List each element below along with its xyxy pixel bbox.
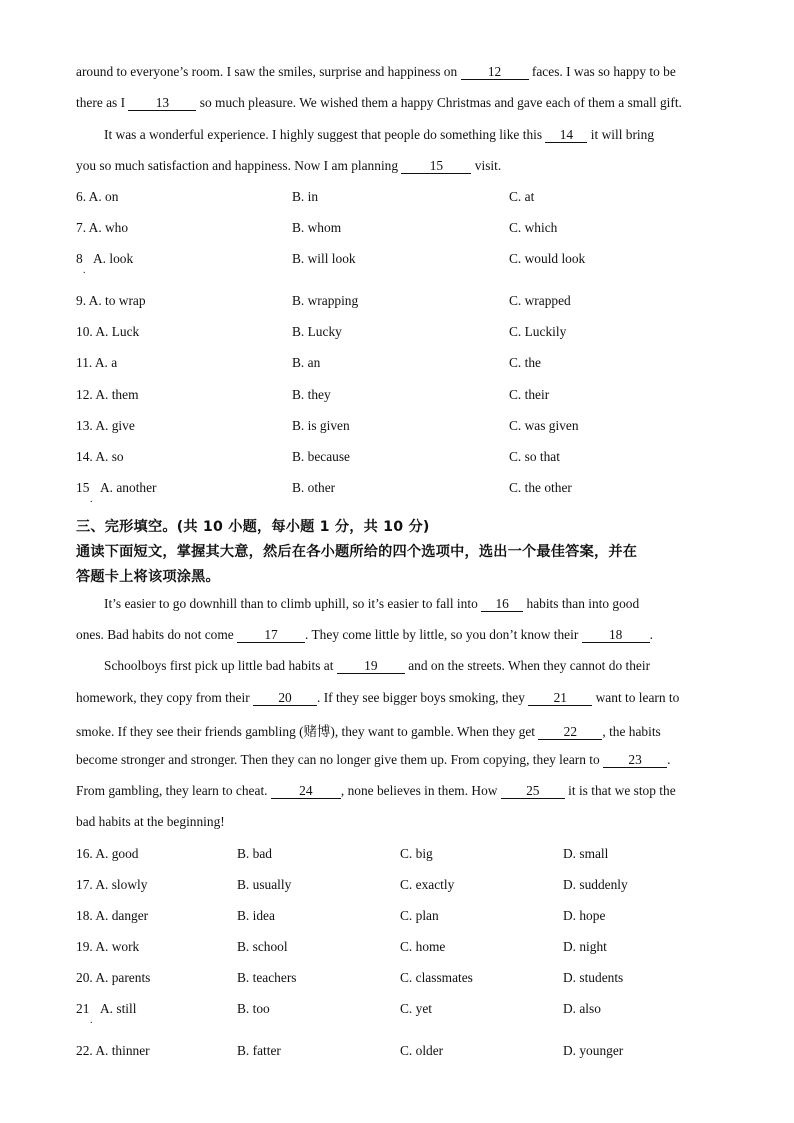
text: It’s easier to go downhill than to climb uphill, so it’s easier to fall into <box>104 596 478 611</box>
q21-option-a: A. still <box>100 1001 137 1016</box>
q6-option-c: C. at <box>509 189 535 204</box>
q19-option-c: C. home <box>400 939 446 954</box>
q21-option-b: B. too <box>237 1001 270 1016</box>
text: it is that we stop the <box>568 783 676 798</box>
q10-option-a: 10. A. Luck <box>76 324 140 339</box>
text: Schoolboys first pick up little bad habits at <box>104 658 334 673</box>
passage2-line-3 <box>104 658 650 674</box>
q11-option-c: C. the <box>509 355 541 370</box>
text: become stronger and stronger. Then they can no longer give them up. From copying, they learn to <box>76 752 600 767</box>
q17-option-c: C. exactly <box>400 877 455 892</box>
q16-option-b: B. bad <box>237 846 272 861</box>
text: . If they see bigger boys smoking, they <box>317 690 525 705</box>
blank-14: 14 <box>545 128 587 143</box>
dot-mark: . <box>90 494 93 505</box>
text: From gambling, they learn to cheat. <box>76 783 268 798</box>
q13-option-a: 13. A. give <box>76 418 135 433</box>
q20-option-d: D. students <box>563 970 624 985</box>
q9-option-c: C. wrapped <box>509 293 571 308</box>
blank-25: 25 <box>501 784 565 799</box>
text: around to everyone’s room. I saw the smiles, surprise and happiness on <box>76 64 458 79</box>
blank-18: 18 <box>582 628 650 643</box>
passage2-line-2 <box>76 627 653 643</box>
passage1-line-3 <box>104 127 654 143</box>
q18-option-b: B. idea <box>237 908 275 923</box>
passage1-line-1 <box>76 64 676 80</box>
q16-option-d: D. small <box>563 846 609 861</box>
passage2-line-8 <box>76 814 225 830</box>
q18-option-c: C. plan <box>400 908 439 923</box>
blank-15: 15 <box>401 159 471 174</box>
q21-option-c: C. yet <box>400 1001 432 1016</box>
blank-24: 24 <box>271 784 341 799</box>
q9-option-a: 9. A. to wrap <box>76 293 146 308</box>
q16-option-a: 16. A. good <box>76 846 139 861</box>
q18-option-a: 18. A. danger <box>76 908 149 923</box>
q22-option-c: C. older <box>400 1043 444 1058</box>
q8-option-c: C. would look <box>509 251 586 266</box>
q8-option-b: B. will look <box>292 251 356 266</box>
q22-option-d: D. younger <box>563 1043 624 1058</box>
passage2-line-6 <box>76 752 670 768</box>
q21-number: 21 <box>76 1001 90 1016</box>
q9-option-b: B. wrapping <box>292 293 359 308</box>
q17-option-d: D. suddenly <box>563 877 628 892</box>
passage1-line-4 <box>76 158 501 174</box>
text: want to learn to <box>595 690 680 705</box>
q15-option-a: A. another <box>100 480 157 495</box>
q10-option-b: B. Lucky <box>292 324 342 339</box>
q19-option-b: B. school <box>237 939 288 954</box>
blank-23: 23 <box>603 753 667 768</box>
q19-option-a: 19. A. work <box>76 939 140 954</box>
q14-option-b: B. because <box>292 449 351 464</box>
text: smoke. If they see their friends gambling (赌博), they want to gamble. When they get <box>76 724 536 739</box>
q22-option-a: 22. A. thinner <box>76 1043 150 1058</box>
q8-option-a: A. look <box>93 251 134 266</box>
q20-option-b: B. teachers <box>237 970 297 985</box>
text: , the habits <box>602 724 661 739</box>
q14-option-c: C. so that <box>509 449 560 464</box>
q17-option-b: B. usually <box>237 877 292 892</box>
q12-option-b: B. they <box>292 387 331 402</box>
text: so much pleasure. We wished them a happy Christmas and gave each of them a small gift. <box>199 95 682 110</box>
text: visit. <box>474 158 502 173</box>
passage2-line-7 <box>76 783 676 799</box>
q20-option-a: 20. A. parents <box>76 970 151 985</box>
text: you so much satisfaction and happiness. Now I am planning <box>76 158 399 173</box>
q10-option-c: C. Luckily <box>509 324 567 339</box>
text: , none believes in them. How <box>340 783 498 798</box>
text: . <box>667 752 671 767</box>
q11-option-b: B. an <box>292 355 321 370</box>
blank-13: 13 <box>128 96 196 111</box>
blank-16: 16 <box>481 597 523 612</box>
q20-option-c: C. classmates <box>400 970 473 985</box>
blank-20: 20 <box>253 691 317 706</box>
q13-option-c: C. was given <box>509 418 579 433</box>
q12-option-c: C. their <box>509 387 550 402</box>
passage1-line-2 <box>76 95 682 111</box>
text: there as I <box>76 95 126 110</box>
passage2-line-1 <box>104 596 639 612</box>
blank-19: 19 <box>337 659 405 674</box>
blank-12: 12 <box>461 65 529 80</box>
text: it will bring <box>590 127 655 142</box>
text: faces. I was so happy to be <box>531 64 676 79</box>
blank-21: 21 <box>528 691 592 706</box>
text: homework, they copy from their <box>76 690 250 705</box>
q21-option-d: D. also <box>563 1001 601 1016</box>
q19-option-d: D. night <box>563 939 607 954</box>
blank-17: 17 <box>237 628 305 643</box>
q18-option-d: D. hope <box>563 908 606 923</box>
q7-option-c: C. which <box>509 220 558 235</box>
text: and on the streets. When they cannot do their <box>408 658 651 673</box>
blank-22: 22 <box>538 725 602 740</box>
section-title: 三、完形填空。(共 10 小题，每小题 1 分，共 10 分) <box>76 519 430 535</box>
dot-mark: . <box>83 265 86 276</box>
q11-option-a: 11. A. a <box>76 355 118 370</box>
text: . They come little by little, so you don’t know their <box>305 627 579 642</box>
q15-option-c: C. the other <box>509 480 572 495</box>
q15-number: 15 <box>76 480 90 495</box>
text: . <box>649 627 653 642</box>
q6-option-b: B. in <box>292 189 319 204</box>
q15-option-b: B. other <box>292 480 336 495</box>
q6-option-a: 6. A. on <box>76 189 119 204</box>
q13-option-b: B. is given <box>292 418 350 433</box>
section-instructions-2: 答题卡上将该项涂黑。 <box>76 569 220 585</box>
dot-mark: . <box>90 1015 93 1026</box>
q22-option-b: B. fatter <box>237 1043 281 1058</box>
passage2-line-5 <box>76 721 661 740</box>
text: habits than into good <box>526 596 640 611</box>
q14-option-a: 14. A. so <box>76 449 124 464</box>
q7-option-b: B. whom <box>292 220 342 235</box>
section-instructions-1: 通读下面短文，掌握其大意，然后在各小题所给的四个选项中，选出一个最佳答案，并在 <box>76 544 638 560</box>
passage2-line-4 <box>76 690 679 706</box>
q16-option-c: C. big <box>400 846 433 861</box>
text: It was a wonderful experience. I highly suggest that people do something like this <box>104 127 543 142</box>
q8-number: 8 <box>76 251 83 266</box>
text: ones. Bad habits do not come <box>76 627 234 642</box>
q12-option-a: 12. A. them <box>76 387 139 402</box>
q17-option-a: 17. A. slowly <box>76 877 148 892</box>
q7-option-a: 7. A. who <box>76 220 129 235</box>
text: bad habits at the beginning! <box>76 814 225 829</box>
